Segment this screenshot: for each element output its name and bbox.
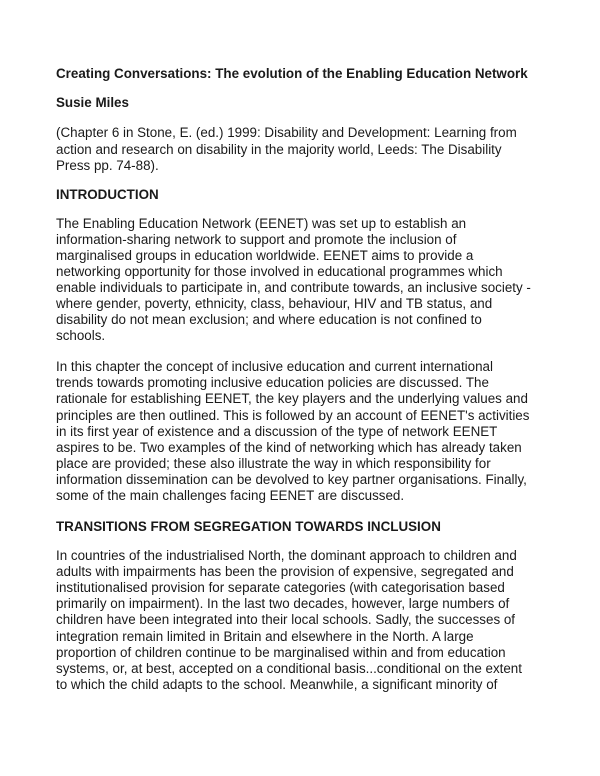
text-line: to which the child adapts to the school. Meanwhile, a significant minority of [56,676,498,692]
text-line: aspires to be. Two examples of the kind of networking which has already taken [56,439,522,455]
citation-line: action and research on disability in the majority world, Leeds: The Disability [56,141,502,157]
text-line: schools. [56,328,106,344]
text-line: where gender, poverty, ethnicity, class, behaviour, HIV and TB status, and [56,295,493,311]
text-line: The Enabling Education Network (EENET) was set up to establish an [56,215,467,231]
document-page [56,66,550,708]
text-line: some of the main challenges facing EENET are discussed. [56,488,405,503]
document-title: Creating Conversations: The evolution of the Enabling Education Network [56,66,528,81]
text-line: In countries of the industrialised North, the dominant approach to children and [56,548,517,564]
text-line: integration remain limited in Britain and elsewhere in the North. A large [56,628,474,644]
section-heading-transitions: TRANSITIONS FROM SEGREGATION TOWARDS INCLUSION [56,519,441,535]
text-line: disability do not mean exclusion; and where education is not confined to [56,312,482,328]
citation-line: (Chapter 6 in Stone, E. (ed.) 1999: Disability and Development: Learning from [56,125,517,140]
text-line: trends towards promoting inclusive education policies are discussed. The [56,375,489,391]
text-line: children have been integrated into their local schools. Sadly, the successes of [56,612,516,628]
text-line: primarily on impairment). In the last two decades, however, large numbers of [56,596,510,612]
citation [56,125,550,175]
text-line: proportion of children continue to be marginalised within and from education [56,644,506,660]
text-line: In this chapter the concept of inclusive education and current international [56,359,493,375]
text-line: networking opportunity for those involved in educational programmes which [56,263,503,279]
text-line: rationale for establishing EENET, the key players and the underlying values and [56,391,528,407]
author-name: Susie Miles [56,95,129,110]
paragraph [56,359,550,504]
text-line: in its first year of existence and a discussion of the type of network EENET [56,423,498,439]
paragraph [56,548,550,693]
text-line: adults with impairments has been the provision of expensive, segregated and [56,564,514,580]
text-line: information-sharing network to support and promote the inclusion of [56,231,457,247]
text-line: place are provided; these also illustrate the way in which responsibility for [56,455,491,471]
text-line: institutionalised provision for separate categories (with categorisation based [56,580,505,596]
text-line: marginalised groups in education worldwide. EENET aims to provide a [56,247,474,263]
paragraph [56,216,550,345]
text-line: principles are then outlined. This is followed by an account of EENET's activities [56,407,530,423]
citation-line: Press pp. 74-88). [56,158,159,173]
section-heading-introduction: INTRODUCTION [56,186,159,202]
text-line: information dissemination can be devolved to key partner organisations. Finally, [56,471,527,487]
text-line: enable individuals to participate in, and contribute towards, an inclusive society - [56,279,531,295]
text-line: systems, or, at best, accepted on a conditional basis...conditional on the extent [56,660,522,676]
